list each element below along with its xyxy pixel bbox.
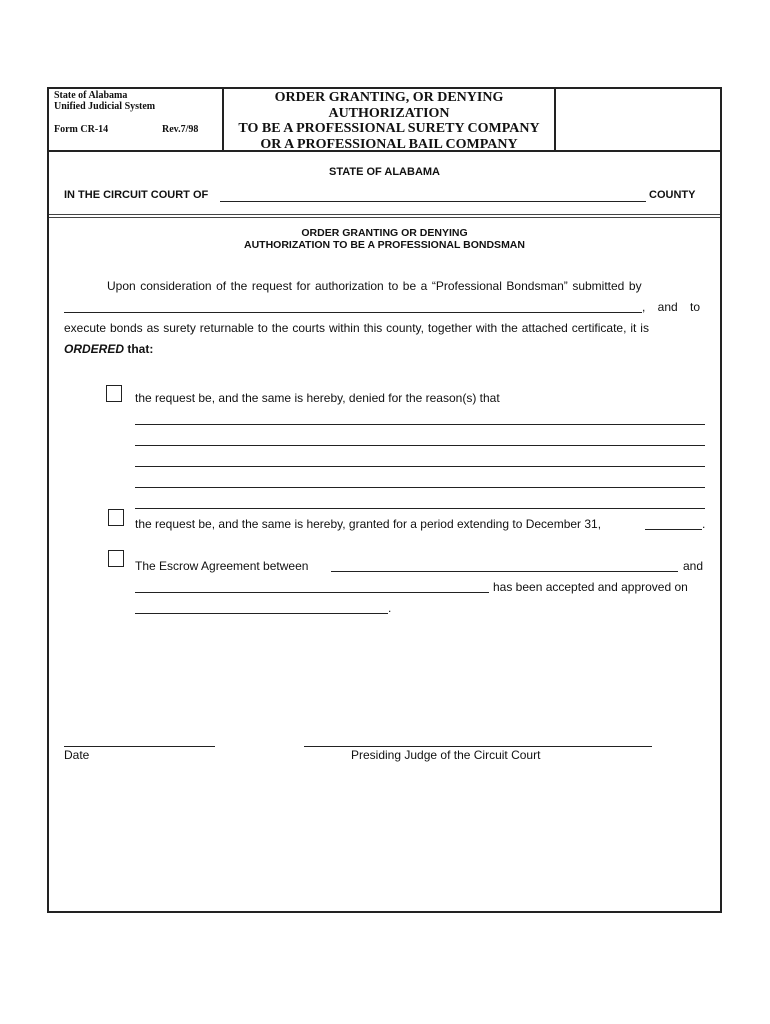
denial-reason-line[interactable] (135, 508, 705, 509)
section-divider (49, 214, 720, 218)
agency-line-1: State of Alabama (54, 90, 128, 101)
header-column-divider (554, 87, 556, 151)
granted-period-end: . (702, 517, 706, 531)
escrow-and: and (683, 559, 704, 573)
granted-option-text: the request be, and the same is hereby, granted for a period extending to December 31, (135, 517, 602, 531)
judge-label: Presiding Judge of the Circuit Court (351, 748, 541, 762)
county-label: COUNTY (649, 189, 696, 201)
consideration-paragraph-line-3: execute bonds as surety returnable to the courts within this county, together with the attached certificate, it is (64, 321, 649, 335)
circuit-court-label: IN THE CIRCUIT COURT OF (64, 189, 209, 201)
agency-line-2: Unified Judicial System (54, 101, 156, 112)
denial-reason-line[interactable] (135, 487, 705, 488)
denial-reason-line[interactable] (135, 466, 705, 467)
date-label: Date (64, 748, 90, 762)
escrow-option-text: The Escrow Agreement between (135, 559, 309, 573)
escrow-end: . (388, 601, 392, 615)
submitter-name-field[interactable] (64, 312, 642, 313)
ordered-line (64, 342, 153, 356)
granted-year-field[interactable] (645, 529, 702, 530)
form-title-line: AUTHORIZATION (328, 105, 450, 121)
section-title-line: ORDER GRANTING OR DENYING (301, 227, 468, 239)
escrow-checkbox[interactable] (108, 550, 124, 567)
escrow-accepted-text: has been accepted and approved on (493, 580, 688, 594)
form-title-line: OR A PROFESSIONAL BAIL COMPANY (260, 136, 518, 152)
form-title (224, 90, 554, 152)
form-title-line: TO BE A PROFESSIONAL SURETY COMPANY (238, 121, 540, 136)
judge-signature-line[interactable] (304, 746, 652, 747)
form-frame (47, 87, 722, 913)
consideration-paragraph-line-1: Upon consideration of the request for authorization to be a “Professional Bondsman” submitted by (107, 279, 642, 293)
denied-checkbox[interactable] (106, 385, 122, 402)
ordered-that: that: (124, 342, 154, 356)
form-revision: Rev.7/98 (162, 124, 199, 135)
section-title-line: AUTHORIZATION TO BE A PROFESSIONAL BONDSMAN (244, 239, 525, 251)
denial-reason-line[interactable] (135, 424, 705, 425)
denial-reason-line[interactable] (135, 445, 705, 446)
escrow-date-field[interactable] (135, 613, 388, 614)
county-name-field[interactable] (220, 201, 646, 202)
section-title (47, 227, 722, 251)
form-number: Form CR-14 (54, 124, 109, 135)
escrow-second-party-field[interactable] (135, 592, 489, 593)
ordered-word: ORDERED (64, 342, 125, 356)
consideration-paragraph-line-2: , and to (642, 300, 701, 314)
form-title-line: ORDER GRANTING, OR DENYING (274, 90, 504, 105)
state-label: STATE OF ALABAMA (328, 166, 440, 178)
date-signature-line[interactable] (64, 746, 215, 747)
granted-checkbox[interactable] (108, 509, 124, 526)
denied-option-text: the request be, and the same is hereby, denied for the reason(s) that (135, 391, 500, 405)
escrow-party-field[interactable] (331, 571, 678, 572)
